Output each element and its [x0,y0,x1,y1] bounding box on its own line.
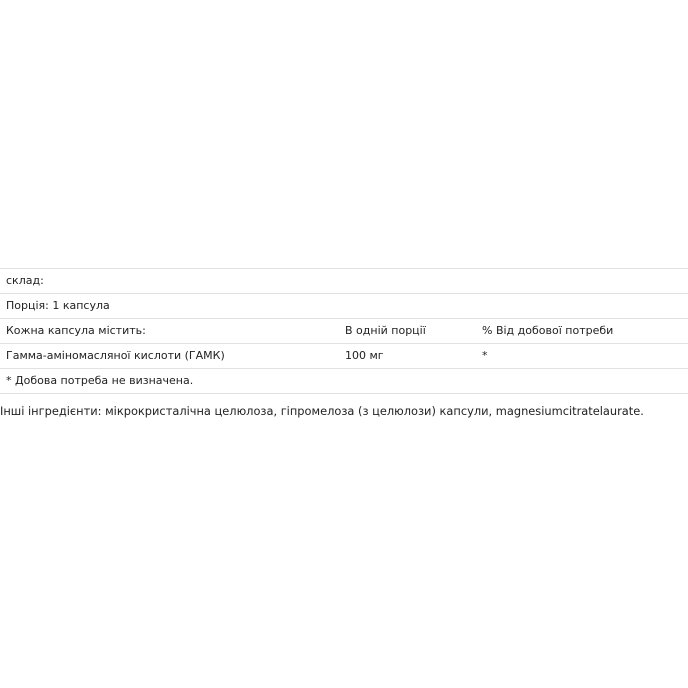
ingredient-name: Гамма-аміномасляної кислоти (ГАМК) [6,349,225,362]
header-amount: В одній порції [345,324,426,337]
other-ingredients: Інші інгредієнти: мікрокристалічна целюлоза, гіпромелоза (з целюлози) капсули, magnesiumcitratelaurate. [0,404,644,418]
composition-title: склад: [6,274,44,287]
serving-size: Порція: 1 капсула [6,299,110,312]
ingredient-daily-value: * [482,349,488,362]
supplement-facts-table [0,268,688,394]
composition-title-row [0,268,688,293]
footnote: * Добова потреба не визначена. [6,374,194,387]
header-daily-value: % Від добової потреби [482,324,614,337]
header-item: Кожна капсула містить: [6,324,146,337]
serving-size-row [0,293,688,318]
ingredient-amount: 100 мг [345,349,384,362]
table-header-row [0,318,688,343]
footnote-row [0,368,688,394]
table-row [0,343,688,368]
